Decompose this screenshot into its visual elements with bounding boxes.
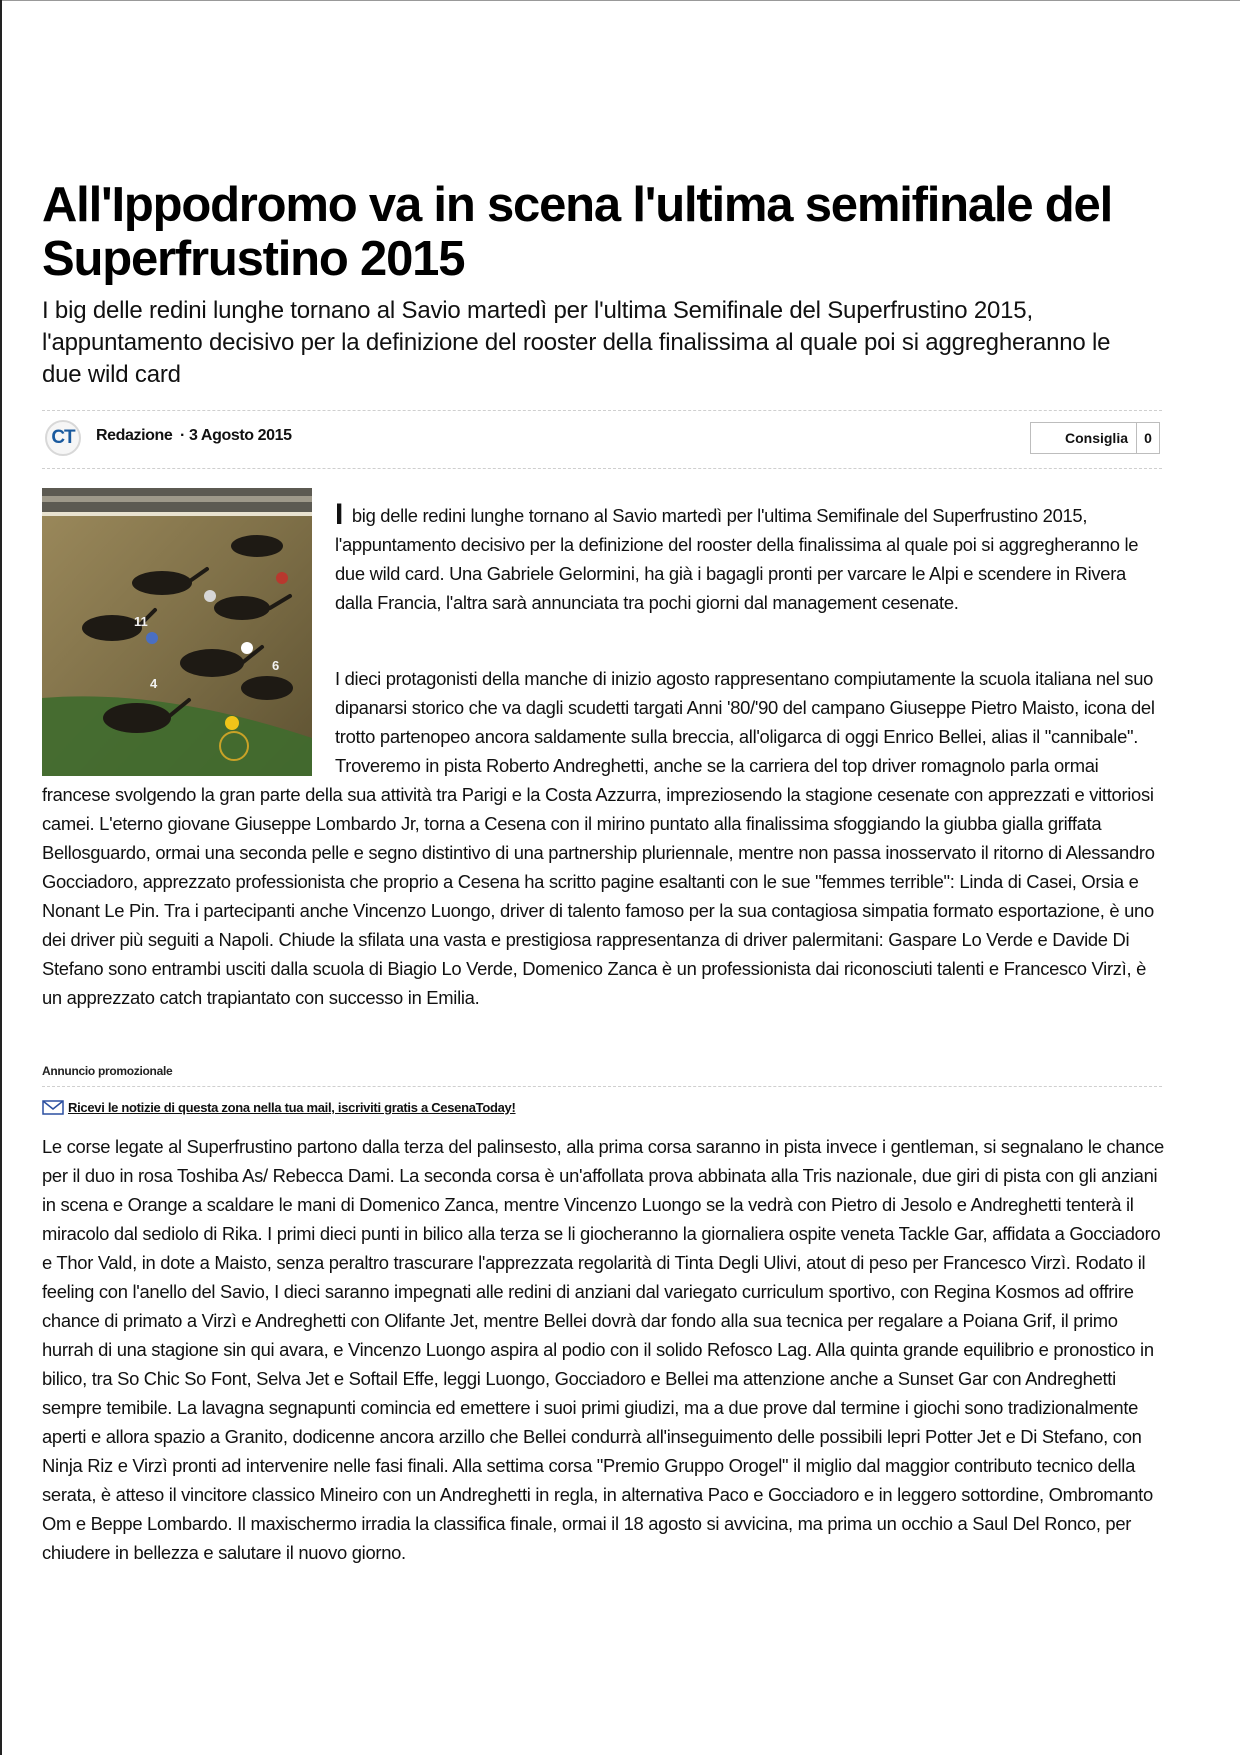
article-headline: All'Ippodromo va in scena l'ultima semifinale del Superfrustino 2015 bbox=[42, 178, 1112, 286]
article-subtitle: I big delle redini lunghe tornano al Savio martedì per l'ultima Semifinale del Superfrustino 2015, l'appuntamento decisivo per la definizione del rooster della finalissima al quale poi si aggregheranno le due wild card bbox=[42, 297, 1111, 388]
paragraph-1 bbox=[335, 498, 1163, 617]
divider-promo bbox=[42, 1086, 1162, 1087]
divider-byline bbox=[42, 468, 1162, 469]
ct-logo-icon: CT bbox=[45, 420, 81, 456]
recommend-button[interactable] bbox=[1030, 422, 1160, 454]
promo-label: Annuncio promozionale bbox=[42, 1064, 173, 1078]
svg-text:11: 11 bbox=[134, 614, 148, 629]
publish-date: · 3 Agosto 2015 bbox=[180, 427, 292, 444]
page-top-edge bbox=[0, 0, 1240, 1]
mail-icon bbox=[42, 1100, 64, 1115]
svg-text:6: 6 bbox=[272, 658, 280, 673]
dropcap: I bbox=[335, 498, 344, 531]
newsletter-link[interactable]: Ricevi le notizie di questa zona nella tua mail, iscriviti gratis a CesenaToday! bbox=[68, 1100, 516, 1115]
paragraph-3: Le corse legate al Superfrustino partono dalla terza del palinsesto, alla prima corsa saranno in pista invece i gentleman, si segnalano le chance per il duo in rosa Toshiba As/ Rebecca Dami. La seconda corsa è un'affollata prova abbinata alla Tris nazionale, due giri di pista con gli anziani in scena e Orange a scaldare le mani di Domenico Zanca, mentre Vincenzo Luongo se la vedrà con Pietro di Jesolo e Andreghetti tenterà il miracolo dal sediolo di Rika. I primi dieci punti in bilico alla terza se li giocheranno la giornaliera ospite veneta Tackle Gar, affidata a Gocciadoro e Thor Vald, in dote a Maisto, senza peraltro trascurare l'apprezzata regolarità di Tinta Degli Ulivi, atout di peso per Francesco Virzì. Rodato il feeling con l'anello del Savio, I dieci saranno impegnati alle redini di anziani dal variegato curriculum sportivo, con Regina Kosmos ad offrire chance di primato a Virzì e Andreghetti con Olifante Jet, mentre Bellei dovrà dar fondo alla sua tecnica per regalare a Poiana Grif, il primo hurrah di una stagione sin qui avara, e Vincenzo Luongo aspira al podio con il solido Refosco Lag. Alla quinta grande equilibrio e pronostico in bilico, tra So Chic So Font, Selva Jet e Softail Effe, leggi Luongo, Gocciadoro e Bellei ma attenzione anche a Sunset Gar con Andreghetti sempre temibile. La lavagna segnapunti comincia ed emettere i suoi primi giudizi, ma a due prove dal termine i giochi sono tradizionalmente aperti e allora spazio a Granito, dodicenne ancora arzillo che Bellei condurrà all'inseguimento delle possibili lepri Potter Jet e Di Stefano, con Ninja Riz e Virzì pronti ad intervenire nelle fasi finali. Alla settima corsa "Premio Gruppo Orogel" il miglio dal maggior contributo tecnico della serata, è atteso il vincitore classico Mineiro con un Andreghetti in regla, in alternativa Paco e Gocciadoro e in leggero sottordine, Ombromanto Om e Beppe Lombardo. Il maxischermo irradia la classifica finale, ormai il 18 agosto si avvicina, ma prima un occhio a Saul Del Ronco, per chiudere in bellezza e salutare il nuovo giorno. bbox=[42, 1136, 1164, 1563]
svg-text:4: 4 bbox=[150, 676, 158, 691]
paragraph-2-wrap bbox=[42, 664, 1165, 1012]
page-left-edge bbox=[0, 0, 2, 1755]
byline bbox=[42, 418, 1162, 458]
paragraph-1-text: big delle redini lunghe tornano al Savio martedì per l'ultima Semifinale del Superfrustino 2015, l'appuntamento decisivo per la definizione del rooster della finalissima al quale poi si aggregheranno le due wild card. Una Gabriele Gelormini, ha già i bagagli pronti per varcare le Alpi e scendere in Rivera dalla Francia, l'altra sarà annunciata tra pochi giorni dal management cesenate. bbox=[335, 505, 1139, 613]
photo-wrap-spacer bbox=[42, 664, 335, 761]
paragraph-2: I dieci protagonisti della manche di inizio agosto rappresentano compiutamente la scuola italiana nel suo dipanarsi storico che va dagli scudetti targati Anni '80/'90 del campano Giuseppe Pietro Maisto, icona del trotto partenopeo ancora saldamente sulla breccia, all'oligarca di oggi Enrico Bellei, alias il "cannibale". Troveremo in pista Roberto Andreghetti, anche se la carriera del top driver romagnolo parla ormai francese svolgendo la gran parte della sua attività tra Parigi e la Costa Azzurra, impreziosendo la stagione cesenate con apprezzati e vittoriosi camei. L'eterno giovane Giuseppe Lombardo Jr, torna a Cesena con il mirino puntato alla finalissima sfoggiando la giubba gialla griffata Bellosguardo, ormai una seconda pelle e segno distintivo di una partnership pluriennale, mentre non passa inosservato il ritorno di Alessandro Gocciadoro, apprezzato professionista che proprio a Cesena ha scritto pagine esaltanti con le sue "femmes terrible": Linda di Casei, Orsia e Nonant Le Pin. Tra i partecipanti anche Vincenzo Luongo, driver di talento famoso per la sua contagiosa simpatia formato esportazione, è uno dei driver più seguiti a Napoli. Chiude la sfilata una vasta e prestigiosa rappresentanza di driver palermitani: Gaspare Lo Verde e Davide Di Stefano sono entrambi usciti dalla scuola di Biagio Lo Verde, Domenico Zanca è un professionista dai riconosciuti talenti e Francesco Virzì, è un apprezzato catch trapiantato con successo in Emilia. bbox=[42, 668, 1155, 1008]
recommend-label[interactable]: Consiglia bbox=[1031, 423, 1137, 453]
author-link[interactable]: Redazione bbox=[96, 427, 173, 444]
recommend-count: 0 bbox=[1144, 430, 1152, 446]
divider-top bbox=[42, 410, 1162, 411]
